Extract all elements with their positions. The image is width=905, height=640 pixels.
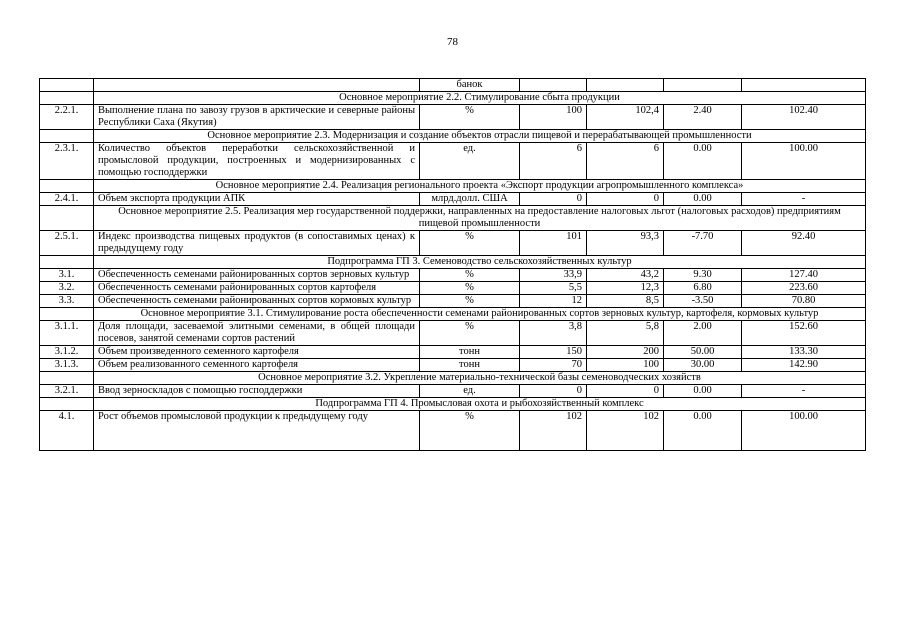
unit-of-measure: банок: [420, 79, 520, 92]
row-number: 2.3.1.: [40, 143, 94, 180]
actual-value: 93,3: [587, 231, 664, 256]
actual-value: 6: [587, 143, 664, 180]
table-row: [40, 295, 866, 308]
section-header-row: [40, 180, 866, 193]
actual-value: 100: [587, 359, 664, 372]
row-number: 2.5.1.: [40, 231, 94, 256]
planned-value: [520, 79, 587, 92]
indicators-table: [39, 78, 866, 451]
completion-percent: 92.40: [742, 231, 866, 256]
unit-of-measure: %: [420, 411, 520, 451]
indicator-name: Обеспеченность семенами районированных сортов зерновых культур: [94, 269, 420, 282]
indicator-name: Обеспеченность семенами районированных сортов картофеля: [94, 282, 420, 295]
section-header-row: [40, 372, 866, 385]
section-title: Основное мероприятие 3.2. Укрепление материально-технической базы семеноводческих хозяйств: [94, 372, 866, 385]
unit-of-measure: %: [420, 282, 520, 295]
completion-percent: 223.60: [742, 282, 866, 295]
deviation-value: 2.00: [664, 321, 742, 346]
row-number: [40, 79, 94, 92]
indicator-name: Объем реализованного семенного картофеля: [94, 359, 420, 372]
section-number-cell: [40, 372, 94, 385]
deviation-value: 0.00: [664, 143, 742, 180]
section-header-row: [40, 92, 866, 105]
completion-percent: -: [742, 385, 866, 398]
section-number-cell: [40, 206, 94, 231]
deviation-value: 30.00: [664, 359, 742, 372]
row-number: 2.2.1.: [40, 105, 94, 130]
section-title: Подпрограмма ГП 4. Промысловая охота и рыбохозяйственный комплекс: [94, 398, 866, 411]
indicator-name: Количество объектов переработки сельскохозяйственной и промысловой продукции, построенных и модернизированных с помощью господдержки: [94, 143, 420, 180]
deviation-value: 9.30: [664, 269, 742, 282]
row-number: 2.4.1.: [40, 193, 94, 206]
section-title: Основное мероприятие 3.1. Стимулирование роста обеспеченности семенами районированных сортов зерновых культур, картофеля, кормовых культур: [94, 308, 866, 321]
deviation-value: 50.00: [664, 346, 742, 359]
completion-percent: 152.60: [742, 321, 866, 346]
completion-percent: 100.00: [742, 411, 866, 451]
deviation-value: -7.70: [664, 231, 742, 256]
actual-value: 12,3: [587, 282, 664, 295]
unit-of-measure: %: [420, 295, 520, 308]
table-row: [40, 359, 866, 372]
completion-percent: 102.40: [742, 105, 866, 130]
unit-of-measure: ед.: [420, 385, 520, 398]
completion-percent: 127.40: [742, 269, 866, 282]
actual-value: 0: [587, 193, 664, 206]
indicator-name: Индекс производства пищевых продуктов (в сопоставимых ценах) к предыдущему году: [94, 231, 420, 256]
table-row: [40, 79, 866, 92]
planned-value: 33,9: [520, 269, 587, 282]
planned-value: 0: [520, 193, 587, 206]
row-number: 3.2.: [40, 282, 94, 295]
unit-of-measure: тонн: [420, 346, 520, 359]
completion-percent: 70.80: [742, 295, 866, 308]
table-row: [40, 346, 866, 359]
indicator-name: Объем произведенного семенного картофеля: [94, 346, 420, 359]
indicator-name: Выполнение плана по завозу грузов в арктические и северные районы Республики Саха (Якутия): [94, 105, 420, 130]
deviation-value: -3.50: [664, 295, 742, 308]
planned-value: 70: [520, 359, 587, 372]
planned-value: 5,5: [520, 282, 587, 295]
table-row: [40, 282, 866, 295]
section-number-cell: [40, 180, 94, 193]
actual-value: [587, 79, 664, 92]
section-header-row: [40, 308, 866, 321]
actual-value: 200: [587, 346, 664, 359]
table-row: [40, 269, 866, 282]
completion-percent: 100.00: [742, 143, 866, 180]
planned-value: 102: [520, 411, 587, 451]
section-title: Основное мероприятие 2.2. Стимулирование сбыта продукции: [94, 92, 866, 105]
section-title: Основное мероприятие 2.4. Реализация регионального проекта «Экспорт продукции агропромышленного комплекса»: [94, 180, 866, 193]
unit-of-measure: %: [420, 321, 520, 346]
unit-of-measure: %: [420, 105, 520, 130]
unit-of-measure: %: [420, 231, 520, 256]
section-number-cell: [40, 398, 94, 411]
deviation-value: 0.00: [664, 385, 742, 398]
row-number: 3.1.1.: [40, 321, 94, 346]
section-number-cell: [40, 308, 94, 321]
section-title: Подпрограмма ГП 3. Семеноводство сельскохозяйственных культур: [94, 256, 866, 269]
row-number: 4.1.: [40, 411, 94, 451]
planned-value: 12: [520, 295, 587, 308]
planned-value: 3,8: [520, 321, 587, 346]
section-number-cell: [40, 92, 94, 105]
section-header-row: [40, 206, 866, 231]
unit-of-measure: млрд.долл. США: [420, 193, 520, 206]
table-row: [40, 321, 866, 346]
table-row: [40, 411, 866, 451]
deviation-value: 0.00: [664, 411, 742, 451]
actual-value: 43,2: [587, 269, 664, 282]
section-header-row: [40, 398, 866, 411]
actual-value: 102,4: [587, 105, 664, 130]
row-number: 3.1.: [40, 269, 94, 282]
completion-percent: -: [742, 193, 866, 206]
section-title: Основное мероприятие 2.3. Модернизация и создание объектов отрасли пищевой и перерабатывающей промышленности: [94, 130, 866, 143]
row-number: 3.2.1.: [40, 385, 94, 398]
row-number: 3.1.2.: [40, 346, 94, 359]
deviation-value: 6.80: [664, 282, 742, 295]
table-row: [40, 385, 866, 398]
planned-value: 100: [520, 105, 587, 130]
section-number-cell: [40, 130, 94, 143]
actual-value: 0: [587, 385, 664, 398]
deviation-value: 2.40: [664, 105, 742, 130]
unit-of-measure: ед.: [420, 143, 520, 180]
completion-percent: 133.30: [742, 346, 866, 359]
section-header-row: [40, 256, 866, 269]
unit-of-measure: тонн: [420, 359, 520, 372]
row-number: 3.1.3.: [40, 359, 94, 372]
table-body: [40, 79, 866, 451]
completion-percent: 142.90: [742, 359, 866, 372]
section-title: Основное мероприятие 2.5. Реализация мер государственной поддержки, направленных на предоставление налоговых льгот (налоговых расходов) предприятиям пищевой промышленности: [94, 206, 866, 231]
unit-of-measure: %: [420, 269, 520, 282]
actual-value: 5,8: [587, 321, 664, 346]
indicator-name: Доля площади, засеваемой элитными семенами, в общей площади посевов, занятой семенами сортов растений: [94, 321, 420, 346]
actual-value: 102: [587, 411, 664, 451]
completion-percent: [742, 79, 866, 92]
table-row: [40, 143, 866, 180]
table-row: [40, 105, 866, 130]
section-number-cell: [40, 256, 94, 269]
indicator-name: Обеспеченность семенами районированных сортов кормовых культур: [94, 295, 420, 308]
planned-value: 6: [520, 143, 587, 180]
deviation-value: 0.00: [664, 193, 742, 206]
planned-value: 0: [520, 385, 587, 398]
section-header-row: [40, 130, 866, 143]
page-number: 78: [447, 36, 458, 48]
indicator-name: Объем экспорта продукции АПК: [94, 193, 420, 206]
actual-value: 8,5: [587, 295, 664, 308]
deviation-value: [664, 79, 742, 92]
planned-value: 101: [520, 231, 587, 256]
indicator-name: [94, 79, 420, 92]
table-row: [40, 231, 866, 256]
table-row: [40, 193, 866, 206]
planned-value: 150: [520, 346, 587, 359]
indicator-name: Рост объемов промысловой продукции к предыдущему году: [94, 411, 420, 451]
indicator-name: Ввод зерноскладов с помощью господдержки: [94, 385, 420, 398]
row-number: 3.3.: [40, 295, 94, 308]
